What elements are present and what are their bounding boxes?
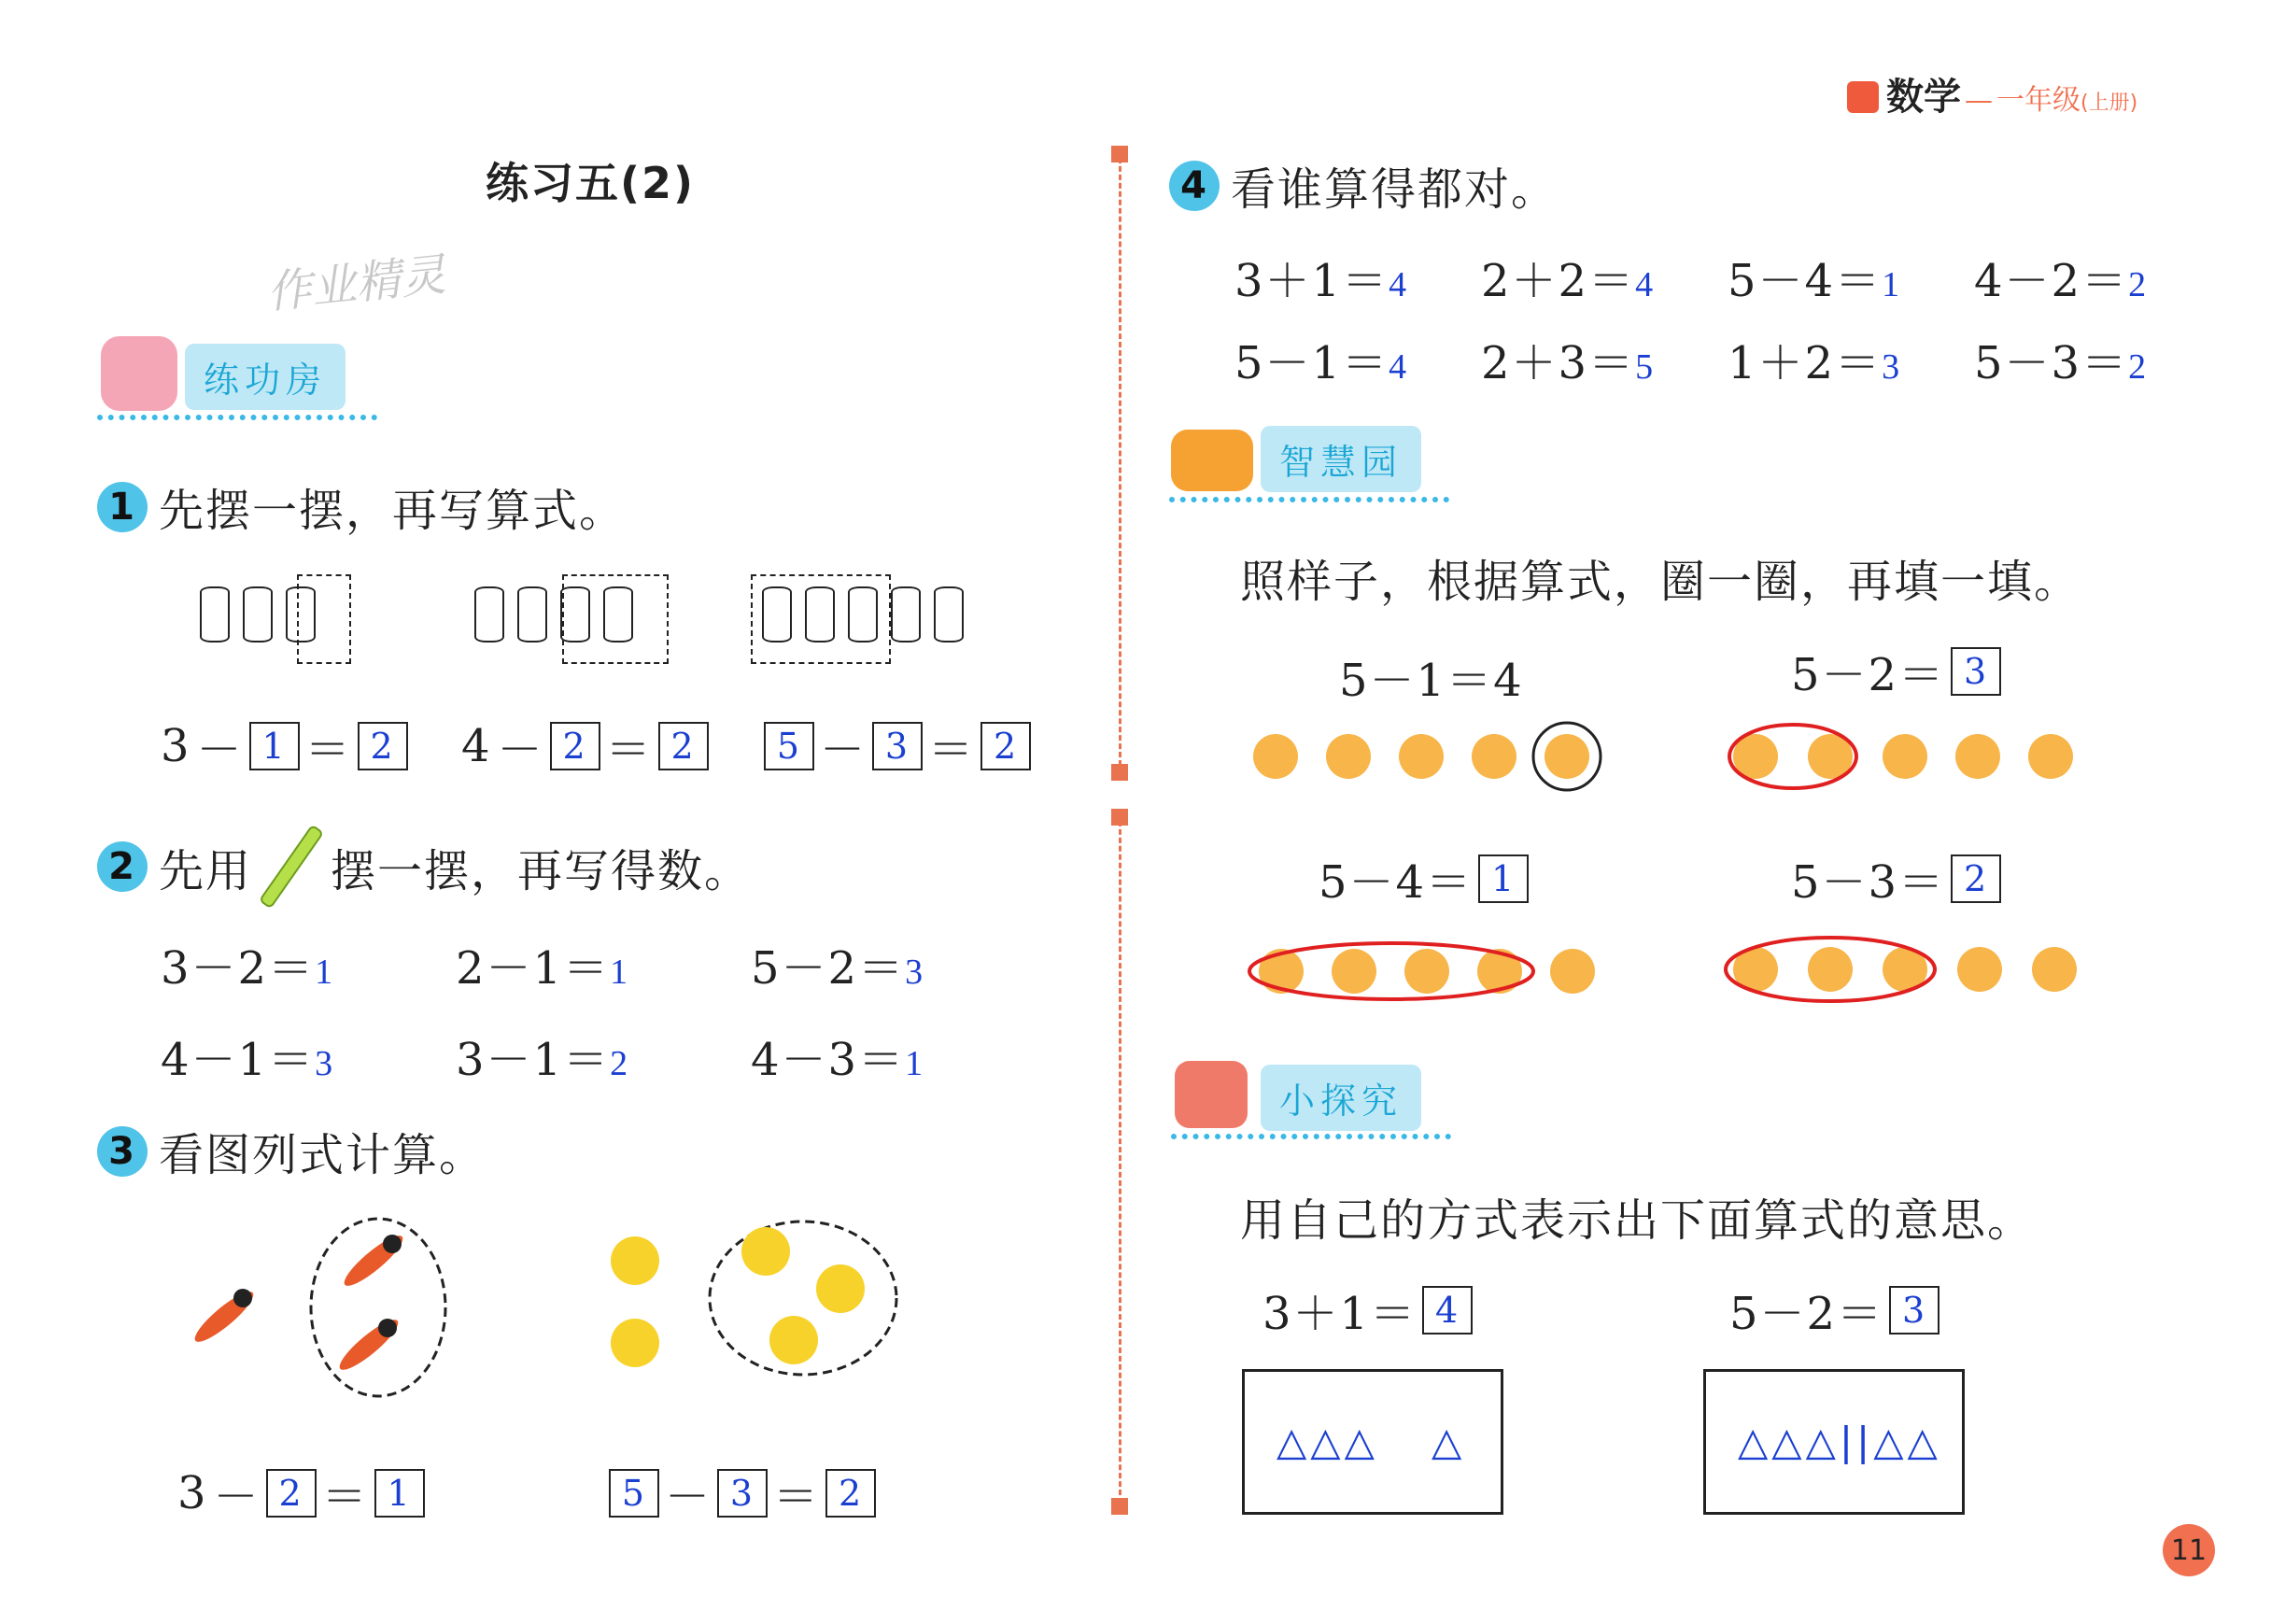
q4-item: 4－2＝2 [1974,255,2149,307]
butterfly-icon [1955,734,2000,779]
answer: 2 [2128,347,2149,387]
q4-item: 5－3＝2 [1974,337,2149,389]
answer-box[interactable]: 2 [658,722,709,770]
q2-text-b: 摆一摆，再写得数。 [331,844,752,897]
q3-equation-1 [177,1461,425,1525]
chick-icon [769,1316,818,1364]
butterfly-icon [2028,734,2073,779]
operator: － [820,724,867,776]
answer: 2 [610,1044,630,1083]
explore-equation-1: 3＋1＝ 4 [1262,1278,1473,1342]
equals: ＝ [773,1471,821,1523]
book-header [1847,67,2137,120]
answer: 3 [315,1044,335,1083]
header-dash: — [1965,84,1993,117]
dashed-box [562,574,669,664]
answer-box[interactable]: 5 [764,722,814,770]
answer: 3 [905,953,925,992]
cylinder-icon [934,586,964,643]
q2-text-a: 先用 [159,844,253,897]
answer-box[interactable]: 5 [609,1469,659,1518]
operator: － [196,724,244,776]
q1-prompt [97,474,626,539]
wisdom-problem-3: 5－3＝ 2 [1791,846,2001,911]
cow-mascot-icon [101,336,177,411]
page-title: 练习五(2) [486,158,696,208]
divider-marker [1111,146,1128,162]
answer: 4 [1635,265,1656,304]
answer-box[interactable]: 3 [1951,647,2001,696]
q2-item: 4－3＝1 [751,1034,925,1086]
butterfly-icon [1332,949,1376,994]
q1-text: 先摆一摆，再写算式。 [159,485,627,537]
q3-equation-2 [609,1461,876,1525]
q2-item: 4－1＝3 [161,1034,335,1086]
butterfly-icon [1550,949,1595,994]
dashed-circle [311,1219,445,1396]
wisdom-instruction: 照样子，根据算式，圈一圈，再填一填。 [1240,556,2081,608]
divider-marker [1111,809,1128,826]
q3-illustration [168,1205,915,1410]
dragonfly-icon [190,1286,259,1349]
q3-number: 3 [97,1126,148,1177]
section-wisdom-label: 智慧园 [1261,426,1421,492]
answer-box[interactable]: 4 [1422,1286,1473,1335]
q4-item: 5－1＝4 [1234,337,1409,389]
cylinder-icon [517,586,547,643]
q3-prompt [97,1119,486,1183]
answer-box[interactable]: 1 [374,1469,425,1518]
section-practice-dots [97,415,377,420]
answer-box[interactable]: 2 [358,722,408,770]
book-subject: 数学 [1886,76,1961,119]
butterfly-icon [1404,949,1449,994]
drawing-box-1[interactable] [1242,1369,1503,1515]
equals: ＝ [304,724,352,776]
q4-prompt [1169,153,1558,218]
operator: － [213,1471,261,1523]
butterfly-icon [1399,734,1444,779]
center-divider [1119,149,1121,766]
fox-mascot-icon [1175,1061,1248,1128]
center-divider [1119,812,1121,1504]
butterfly-illustrations [1233,710,2092,1009]
operand: 3 [177,1466,208,1519]
answer-box[interactable]: 2 [266,1469,317,1518]
watermark: 作业精灵 [264,248,448,319]
dashed-box [297,574,351,664]
q2-item: 5－2＝3 [751,942,925,995]
answer: 5 [1635,347,1656,387]
drawing-box-2[interactable] [1703,1369,1965,1515]
divider-marker [1111,1498,1128,1515]
answer: 1 [1882,265,1902,304]
chick-icon [611,1236,659,1285]
triangles-drawing: △△△||△△ [1738,1419,1941,1464]
q1-equation-3 [764,713,1031,778]
divider-marker [1111,764,1128,781]
answer-box[interactable]: 3 [717,1469,768,1518]
dragonfly-icon [334,1314,403,1377]
answer-box[interactable]: 2 [980,722,1031,770]
section-practice-label: 练功房 [185,344,346,410]
butterfly-icon [1326,734,1371,779]
q4-item: 2＋2＝4 [1481,255,1656,307]
butterfly-icon [2032,947,2077,992]
answer-box[interactable]: 2 [1951,854,2001,903]
q4-item: 5－4＝1 [1728,255,1902,307]
q4-item: 1＋2＝3 [1728,337,1902,389]
q1-equation-1 [161,713,408,778]
answer: 4 [1389,265,1409,304]
butterfly-icon [1957,947,2002,992]
answer-box[interactable]: 3 [1889,1286,1940,1335]
answer: 1 [610,953,630,992]
answer: 3 [1882,347,1902,387]
q4-item: 3＋1＝4 [1234,255,1409,307]
operator: － [497,724,544,776]
answer: 4 [1389,347,1409,387]
wisdom-problem-2: 5－4＝ 1 [1319,846,1529,911]
dragonfly-icon [339,1230,408,1292]
q2-item: 2－1＝1 [456,942,630,995]
tiger-mascot-icon [1171,430,1253,491]
answer-box[interactable]: 2 [825,1469,876,1518]
operand: 4 [461,719,492,772]
book-grade: 一年级 [1996,84,2081,117]
answer: 1 [315,953,335,992]
q1-number: 1 [97,482,148,532]
section-wisdom-dots [1169,497,1449,502]
butterfly-icon [1472,734,1516,779]
section-explore-dots [1171,1134,1451,1139]
section-explore-label: 小探究 [1261,1065,1421,1131]
butterfly-icon [1259,949,1304,994]
butterfly-icon [1477,949,1522,994]
answer-box[interactable]: 1 [1478,854,1529,903]
book-logo-icon [1847,81,1879,113]
stick-icon [259,824,324,909]
q1-equation-2 [461,713,709,778]
butterfly-icon [1545,734,1589,779]
butterfly-icon [1808,947,1853,992]
butterfly-icon [1883,734,1927,779]
q4-item: 2＋3＝5 [1481,337,1656,389]
explore-equation-2: 5－2＝ 3 [1729,1278,1940,1342]
chick-icon [816,1264,865,1313]
cylinder-icon [200,586,230,643]
cylinder-icon [891,586,921,643]
dashed-box [751,574,891,664]
wisdom-example: 5－1＝4 [1339,655,1524,707]
equals: ＝ [321,1471,369,1523]
butterfly-icon [1253,734,1298,779]
page-number: 11 [2163,1524,2215,1576]
explore-instruction: 用自己的方式表示出下面算式的意思。 [1240,1194,2035,1247]
chick-icon [611,1319,659,1367]
triangles-group-b: △ [1432,1419,1466,1464]
answer: 2 [2128,265,2149,304]
book-volume: (上册) [2081,92,2138,115]
answer: 1 [905,1044,925,1083]
q2-item: 3－1＝2 [456,1034,630,1086]
equals: ＝ [928,724,976,776]
equals: ＝ [605,724,653,776]
answer-box[interactable]: 1 [249,722,300,770]
q4-number: 4 [1169,161,1220,211]
operator: － [665,1471,712,1523]
cylinder-icon [474,586,504,643]
wisdom-problem-1: 5－2＝ 3 [1791,639,2001,703]
q3-text: 看图列式计算。 [159,1129,487,1181]
q2-item: 3－2＝1 [161,942,335,995]
cylinder-icon [243,586,273,643]
operand: 3 [161,719,191,772]
answer-box[interactable]: 3 [872,722,923,770]
q2-number: 2 [97,841,148,892]
chick-icon [741,1227,790,1276]
answer-box[interactable]: 2 [550,722,600,770]
q4-text: 看谁算得都对。 [1231,163,1559,216]
triangles-group-a: △△△ [1277,1419,1378,1464]
q2-prompt [97,820,751,913]
